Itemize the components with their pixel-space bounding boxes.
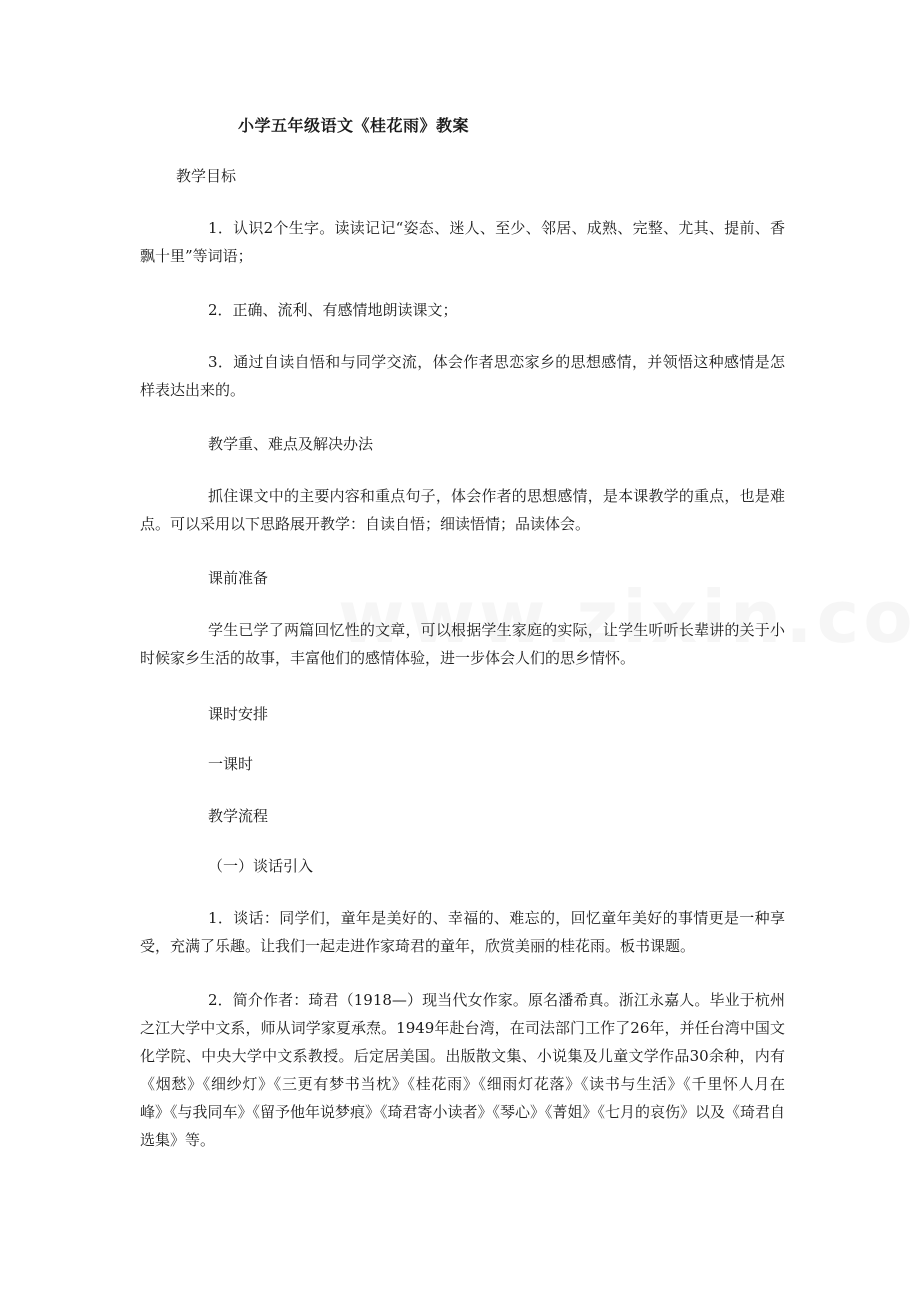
prep-text: 学生已学了两篇回忆性的文章，可以根据学生家庭的实际，让学生听听长辈讲的关于小时候家乡生活的故事，丰富他们的感情体验，进一步体会人们的思乡情怀。 [140, 621, 785, 667]
step-1: 1．谈话：同学们，童年是美好的、幸福的、难忘的，回忆童年美好的事情更是一种享受，充满了乐趣。让我们一起走进作家琦君的童年，欣赏美丽的桂花雨。板书课题。 [140, 909, 785, 955]
goal-1: 1．认识2个生字。读读记记“姿态、迷人、至少、邻居、成熟、完整、尤其、提前、香飘十里”等词语； [140, 219, 785, 265]
goal-2: 2．正确、流利、有感情地朗读课文； [208, 301, 458, 319]
document-title: 小学五年级语文《桂花雨》教案 [238, 116, 470, 135]
schedule-heading: 课时安排 [208, 705, 269, 723]
schedule-text: 一课时 [208, 755, 254, 773]
flow-heading: 教学流程 [208, 807, 269, 825]
goals-heading: 教学目标 [176, 167, 237, 185]
goal-3: 3．通过自读自悟和与同学交流，体会作者思恋家乡的思想感情，并领悟这种感情是怎样表达出来的。 [140, 353, 785, 399]
part1-heading: （一）谈话引入 [208, 857, 314, 875]
prep-heading: 课前准备 [208, 569, 269, 587]
key-heading: 教学重、难点及解决办法 [208, 435, 374, 453]
key-text: 抓住课文中的主要内容和重点句子，体会作者的思想感情，是本课教学的重点，也是难点。可以采用以下思路展开教学：自读自悟；细读悟情；品读体会。 [140, 487, 785, 533]
step-2: 2．简介作者：琦君（1918—）现当代女作家。原名潘希真。浙江永嘉人。毕业于杭州之江大学中文系，师从词学家夏承焘。1949年赴台湾，在司法部门工作了26年，并任台湾中国文化学院、中央大学中文系教授。后定居美国。出版散文集、小说集及儿童文学作品30余种，内有《烟愁》《细纱灯》《三更有梦书当枕》《桂花雨》《细雨灯花落》《读书与生活》《千里怀人月在峰》《与我同车》《留予他年说梦痕》《琦君寄小读者》《琴心》《菁姐》《七月的哀伤》以及《琦君自选集》等。 [140, 991, 786, 1149]
